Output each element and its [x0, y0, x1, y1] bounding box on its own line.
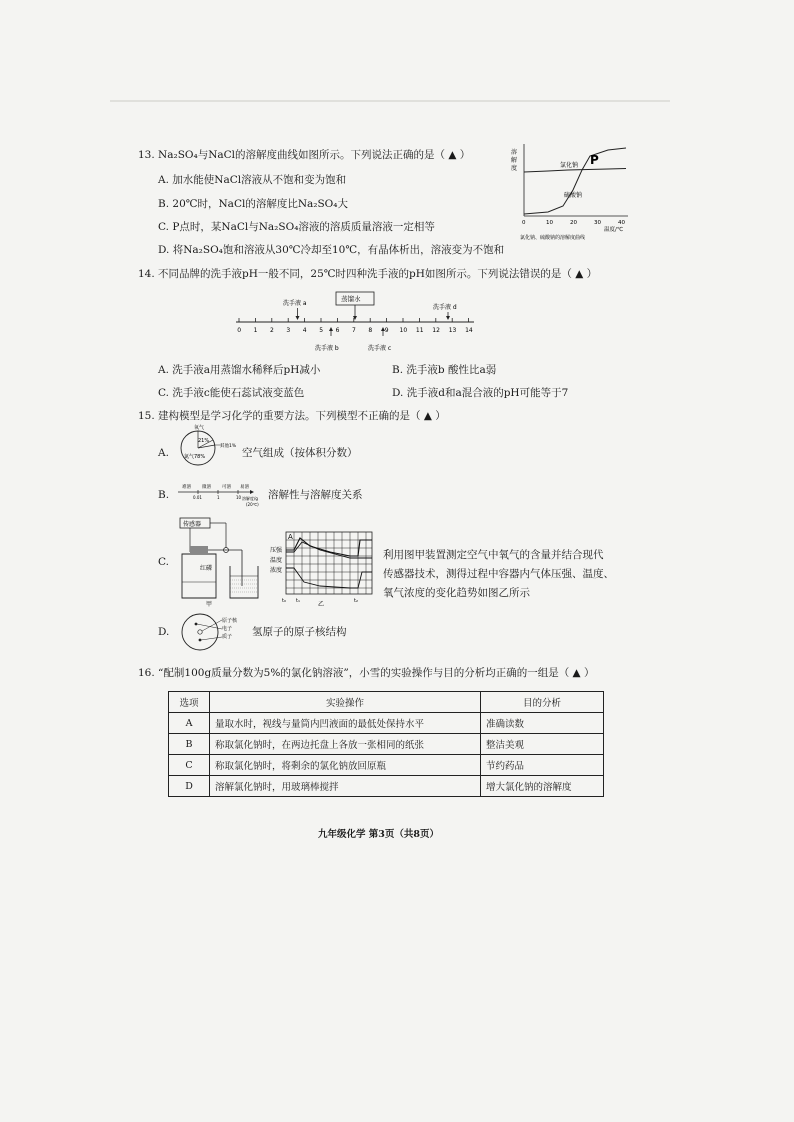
- table-cell: 称取氯化钠时，将剩余的氯化钠放回原瓶: [210, 755, 481, 776]
- q15-d-text: 氢原子的原子核结构: [252, 626, 347, 638]
- q15-c-yi: 乙: [318, 601, 325, 608]
- q15-a-letter: A.: [158, 447, 169, 459]
- q14-label-a: 洗手液 a: [283, 300, 307, 307]
- q13-chart-caption: 氯化钠、硫酸钠的溶解度曲线: [520, 235, 586, 241]
- q13-point-p: P: [590, 153, 599, 167]
- table-cell: 整洁美观: [481, 734, 604, 755]
- q14-tick-label: 14: [465, 327, 473, 334]
- q14-tick-label: 13: [448, 327, 457, 334]
- q13-x-label: 温度/℃: [604, 227, 624, 233]
- table-cell: C: [169, 755, 210, 776]
- q14-option-c: C. 洗手液c能使石蕊试液变蓝色: [158, 387, 305, 399]
- q15-b-label: 微溶: [202, 485, 211, 490]
- q14-option-d: D. 洗手液d和a混合液的pH可能等于7: [392, 387, 569, 399]
- q14-arrow-a: [296, 316, 300, 320]
- q15-c-jia: 甲: [206, 601, 213, 608]
- q15-c-description: [383, 546, 614, 603]
- q15-c-apparatus-jia: [176, 516, 270, 608]
- q14-tick-label: 8: [368, 327, 373, 334]
- table-header-cell: 选项: [169, 692, 210, 713]
- q15-c-stopper: [190, 546, 208, 554]
- q15-c-text-line: 氧气浓度的变化趋势如图乙所示: [383, 587, 530, 599]
- q14-arrow-d: [446, 316, 450, 320]
- q14-tick-label: 7: [352, 327, 356, 334]
- q15-b-label: 可溶: [222, 485, 231, 490]
- q15-d-label: 质子: [222, 634, 233, 640]
- q15-a-oxygen-pct: 21%: [198, 438, 210, 444]
- table-cell: 节约药品: [481, 755, 604, 776]
- q14-tick-label: 6: [335, 327, 340, 334]
- q15-d-letter: D.: [158, 626, 170, 638]
- q15-a-nitrogen: 氮气78%: [184, 454, 206, 460]
- q13-y-label-char: 解: [511, 157, 518, 164]
- q13-option-a: A. 加水能使NaCl溶液从不饱和变为饱和: [158, 174, 347, 186]
- q15-stem: 15. 建构模型是学习化学的重要方法。下列模型不正确的是（ ▲ ）: [138, 410, 446, 422]
- table-header-cell: 实验操作: [210, 692, 481, 713]
- table-row: [169, 755, 604, 776]
- table-cell: 增大氯化钠的溶解度: [481, 776, 604, 797]
- q13-x-tick: 20: [570, 220, 577, 226]
- q15-c-flask: [182, 554, 216, 598]
- q15-d-atom-model: [180, 612, 244, 652]
- q13-y-label-char: 度: [511, 165, 518, 172]
- table-cell: D: [169, 776, 210, 797]
- q15-d-proton: [199, 639, 202, 642]
- q14-ph-scale: [228, 290, 484, 356]
- table-cell: B: [169, 734, 210, 755]
- table-cell: 称取氯化钠时，在两边托盘上各放一张相同的纸张: [210, 734, 481, 755]
- q15-d-nucleus: [198, 630, 202, 634]
- q14-arrow-b: [329, 327, 333, 331]
- q14-tick-label: 11: [415, 327, 424, 334]
- q13-na2so4-curve: [524, 148, 626, 214]
- q15-b-letter: B.: [158, 489, 170, 501]
- q15-c-beaker: [230, 566, 258, 598]
- q14-tick-label: 1: [253, 327, 258, 334]
- q15-c-red-p: 红磷: [200, 565, 213, 572]
- q15-a-other: 其他1%: [220, 444, 237, 449]
- q15-b-axis-name: 溶解度/g: [242, 496, 258, 501]
- table-cell: 量取水时，视线与量筒内凹液面的最低处保持水平: [210, 713, 481, 734]
- q15-d-electron: [195, 623, 198, 626]
- q14-tick-label: 9: [384, 327, 389, 334]
- q15-c-t-label: t₂: [354, 598, 358, 604]
- q13-x-tick: 10: [546, 220, 553, 226]
- q13-nacl-label: 氯化钠: [560, 162, 579, 169]
- table-cell: 溶解氯化钠时，用玻璃棒搅拌: [210, 776, 481, 797]
- q15-b-temp: (20℃): [246, 502, 259, 507]
- q15-b-tick: 1: [217, 495, 220, 500]
- table-cell: A: [169, 713, 210, 734]
- q16-table: [168, 691, 604, 797]
- q14-tick-label: 5: [319, 327, 324, 334]
- q14-tick-label: 3: [286, 327, 291, 334]
- q15-c-legend: 温度: [270, 557, 283, 564]
- q14-option-b: B. 洗手液b 酸性比a弱: [392, 364, 497, 376]
- q13-y-label-char: 溶: [511, 149, 518, 156]
- q15-c-text-line: 利用图甲装置测定空气中氧气的含量并结合现代: [383, 549, 604, 561]
- q14-option-a: A. 洗手液a用蒸馏水稀释后pH减小: [158, 364, 321, 376]
- table-cell: 准确读数: [481, 713, 604, 734]
- table-header-cell: 目的分析: [481, 692, 604, 713]
- q14-tick-label: 10: [399, 327, 408, 334]
- q15-b-solubility-axis: [176, 478, 268, 510]
- q14-label-d: 洗手液 d: [433, 304, 457, 311]
- q13-nacl-curve: [524, 169, 626, 173]
- q14-tick-label: 4: [302, 327, 307, 334]
- q15-c-pressure-curve: [286, 538, 372, 556]
- q13-stem: 13. Na₂SO₄与NaCl的溶解度曲线如图所示。下列说法正确的是（ ▲ ）: [138, 149, 471, 161]
- q14-label-water: 蒸馏水: [341, 295, 361, 303]
- page-footer: 九年级化学 第3页（共8页）: [318, 829, 440, 840]
- table-row: [169, 776, 604, 797]
- q14-tick-group: [237, 318, 473, 334]
- q15-b-text: 溶解性与溶解度关系: [268, 489, 363, 501]
- q13-option-d: D. 将Na₂SO₄饱和溶液从30℃冷却至10℃，有晶体析出，溶液变为不饱和: [158, 244, 505, 256]
- q13-option-b: B. 20℃时，NaCl的溶解度比Na₂SO₄大: [158, 198, 349, 210]
- q15-c-legend: 压强: [270, 547, 283, 554]
- q15-d-label: 原子核: [222, 618, 238, 624]
- q15-b-label: 难溶: [182, 485, 191, 490]
- table-row: [169, 713, 604, 734]
- table-row: [169, 734, 604, 755]
- page-top-rule: [110, 100, 670, 102]
- q15-a-text: 空气组成（按体积分数）: [242, 447, 358, 459]
- q14-tick-label: 0: [237, 327, 242, 334]
- q15-b-tick: 10: [236, 495, 242, 500]
- q13-x-tick: 0: [522, 220, 526, 226]
- q14-stem: 14. 不同品牌的洗手液pH一般不同，25℃时四种洗手液的pH如图所示。下列说法错误的是（ ▲ ）: [138, 268, 598, 280]
- q15-c-t-label: t₁: [296, 598, 300, 604]
- q15-d-label: 电子: [222, 626, 233, 632]
- q15-c-legend: 浓度: [270, 567, 283, 574]
- q14-label-b: 洗手液 b: [315, 345, 339, 352]
- q15-b-tick: 0.01: [193, 495, 202, 500]
- q13-x-tick: 30: [594, 220, 601, 226]
- q13-solubility-chart: [508, 140, 634, 245]
- q15-c-oxygen-curve: [286, 568, 372, 588]
- q15-c-text-line: 传感器技术，测得过程中容器内气体压强、温度、: [383, 568, 614, 580]
- q15-c-t-label: t₀: [282, 598, 286, 604]
- q15-a-pie-chart: [176, 424, 242, 468]
- q16-stem: 16. “配制100g质量分数为5%的氯化钠溶液”，小雪的实验操作与目的分析均正确的一组是（ ▲ ）: [138, 667, 595, 679]
- q14-tick-label: 12: [432, 327, 440, 334]
- q15-c-sensor: 传感器: [183, 521, 202, 528]
- q13-x-tick: 40: [618, 220, 625, 226]
- q14-tick-label: 2: [270, 327, 274, 334]
- table-header-row: [169, 692, 604, 713]
- q13-na2so4-label: 硫酸钠: [564, 192, 583, 199]
- q15-c-graph-yi: [270, 528, 378, 608]
- q15-c-letter: C.: [158, 556, 169, 568]
- q14-label-c: 洗手液 c: [368, 345, 392, 352]
- q15-a-oxygen: 氧气: [194, 425, 205, 431]
- q15-c-point-a: A: [288, 533, 293, 541]
- q15-d-atom-circle: [182, 614, 218, 650]
- q15-b-label: 易溶: [240, 485, 249, 490]
- q13-option-c: C. P点时，某NaCl与Na₂SO₄溶液的溶质质量溶液一定相等: [158, 221, 435, 233]
